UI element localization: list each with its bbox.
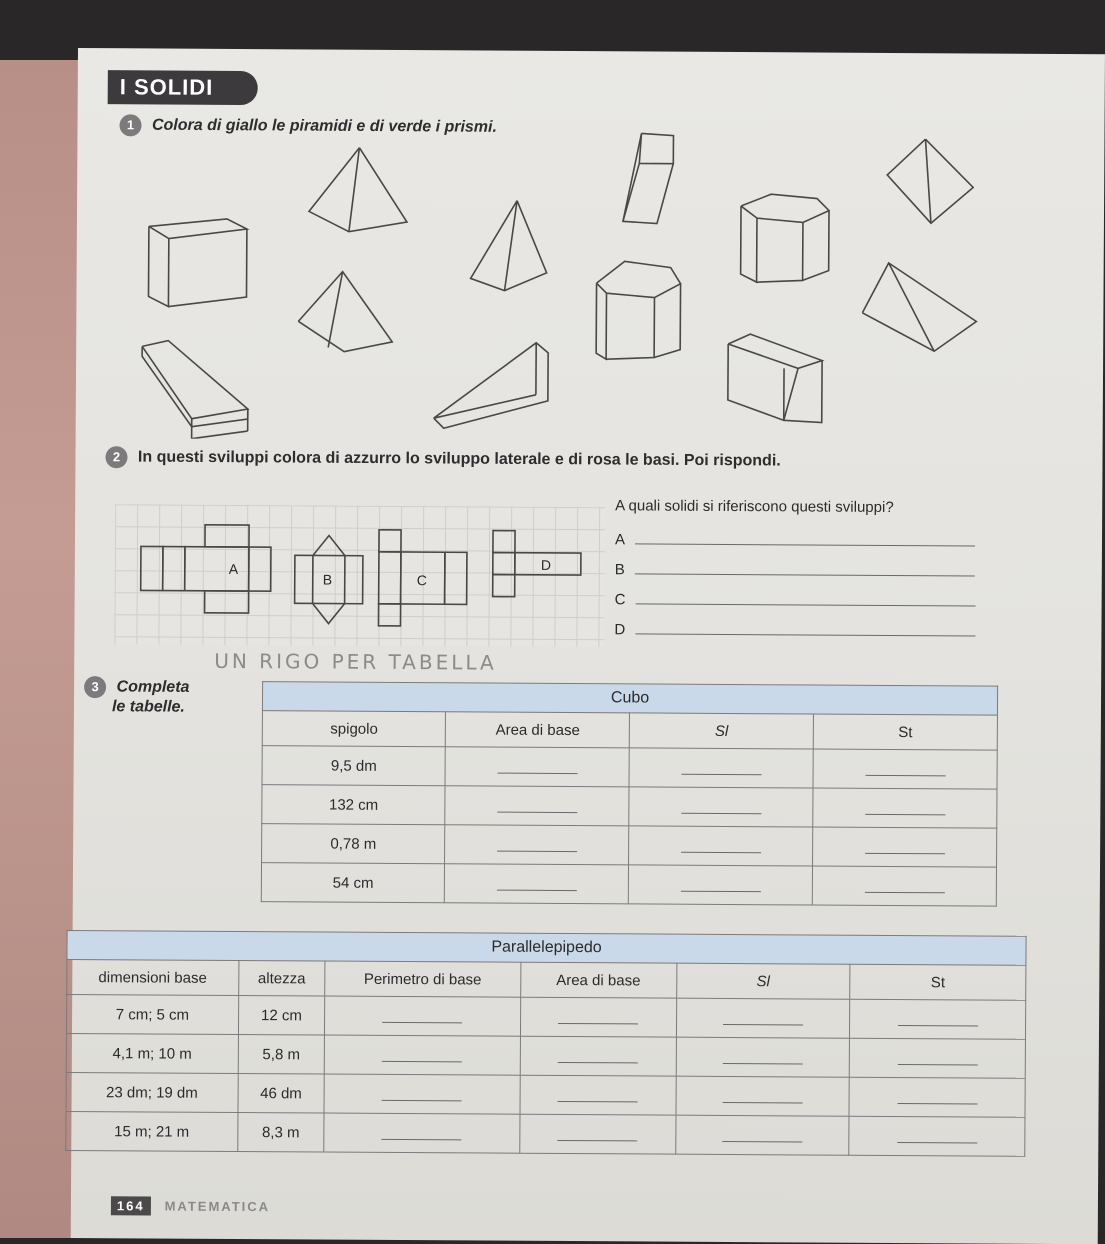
column-header: St [850,964,1026,1000]
column-header: spigolo [262,711,446,747]
answer-blank[interactable] [635,559,975,576]
answer-cell[interactable] [676,998,850,1038]
answer-line-c[interactable]: C [615,589,976,610]
cube-solid[interactable] [148,218,247,307]
answer-line-a[interactable]: A [615,529,975,550]
answer-cell[interactable] [324,1113,520,1153]
box-prism[interactable] [728,334,823,423]
cell-value: 9,5 dm [262,746,446,786]
wedge-solid[interactable] [434,342,549,429]
answer-cell[interactable] [813,827,997,867]
answer-cell[interactable] [629,787,813,827]
solids-drawing[interactable] [76,118,1078,444]
answer-cell[interactable] [850,999,1026,1039]
exercise-2-question: A quali solidi si riferiscono questi sviluppi? [615,497,894,516]
net-a[interactable] [141,524,272,613]
subject-label: MATEMATICA [165,1199,271,1215]
answer-cell[interactable] [813,749,997,789]
answer-blank[interactable] [635,589,975,606]
exercise-number: 2 [105,446,127,468]
cell-value: 4,1 m; 10 m [66,1033,238,1073]
cell-value: 8,3 m [237,1112,324,1152]
answer-cell[interactable] [676,1037,850,1077]
column-header: St [813,714,997,750]
page-footer [111,1198,270,1214]
hexagonal-prism-1[interactable] [596,261,681,360]
answer-cell[interactable] [445,864,629,904]
nets-drawing[interactable] [114,504,605,647]
long-prism-slab[interactable] [142,340,249,439]
pyramid-solid-2[interactable] [471,200,548,290]
answer-cell[interactable] [849,1116,1025,1156]
net-label: D [541,557,551,573]
answer-cell[interactable] [675,1115,849,1155]
answer-cell[interactable] [629,826,813,866]
answer-cell[interactable] [813,788,997,828]
instruction-text: Colora di giallo le piramidi e di verde i prismi. [152,117,497,136]
answer-line-d[interactable]: D [614,619,975,640]
answer-cell[interactable] [519,1114,675,1154]
page-number: 164 [111,1196,151,1215]
column-header: Sl [676,963,850,999]
answer-cell[interactable] [445,747,629,787]
cell-value: 12 cm [238,995,325,1035]
cell-value: 0,78 m [262,824,446,864]
answer-cell[interactable] [676,1076,850,1116]
answer-blank[interactable] [635,529,975,546]
answer-cell[interactable] [849,1038,1025,1078]
answer-cell[interactable] [445,825,629,865]
textbook-page [71,48,1105,1244]
hexagonal-prism-2[interactable] [741,194,830,283]
column-header: dimensioni base [67,959,239,995]
answer-cell[interactable] [445,786,629,826]
pyramid-solid-1[interactable] [309,147,408,232]
net-label: B [323,572,332,588]
answer-cell[interactable] [520,1036,676,1076]
instruction-text-2: le tabelle. [112,698,189,716]
column-header: altezza [238,960,325,996]
cell-value: 132 cm [262,785,446,825]
answer-cell[interactable] [629,748,813,788]
instruction-text: In questi sviluppi colora di azzurro lo sviluppo laterale e di rosa le basi. Poi rispondi. [138,449,781,470]
column-header: Perimetro di base [325,961,521,997]
thin-prism[interactable] [623,133,674,223]
net-d[interactable] [493,531,581,598]
exercise-3-instruction [84,676,190,717]
exercise-2-instruction [105,446,780,472]
cell-value: 54 cm [261,863,445,903]
net-label: A [229,561,238,577]
exercise-number: 3 [84,676,106,698]
triangular-prism-2[interactable] [862,263,977,352]
pyramid-solid-3[interactable] [887,139,974,224]
cell-value: 5,8 m [238,1034,325,1074]
answer-cell[interactable] [325,996,521,1036]
triangular-prism-1[interactable] [298,271,392,352]
answer-line-b[interactable]: B [615,559,975,580]
cell-value: 23 dm; 19 dm [66,1072,238,1112]
cell-value: 46 dm [238,1073,325,1113]
table-title: Parallelepipedo [67,930,1026,965]
table-title: Cubo [262,682,997,715]
column-header: Area di base [446,712,630,748]
answer-cell[interactable] [849,1077,1025,1117]
column-header: Area di base [520,962,676,998]
net-label: C [417,572,427,588]
answer-cell[interactable] [324,1074,520,1114]
exercise-number: 1 [119,114,141,136]
cell-value: 7 cm; 5 cm [66,994,238,1034]
cell-value: 15 m; 21 m [66,1111,238,1151]
section-title: I SOLIDI [108,70,258,105]
answer-blank[interactable] [635,619,975,636]
column-header: Sl [630,713,814,749]
answer-cell[interactable] [629,865,813,905]
answer-cell[interactable] [520,1075,676,1115]
answer-cell[interactable] [520,997,676,1037]
nets-grid [114,504,605,647]
cubo-table [261,681,998,906]
pencil-note: UN RIGO PER TABELLA [214,649,497,675]
answer-cell[interactable] [324,1035,520,1075]
answer-cell[interactable] [812,866,996,906]
instruction-text: Completa [116,678,189,695]
parallelepipedo-table [65,930,1026,1157]
